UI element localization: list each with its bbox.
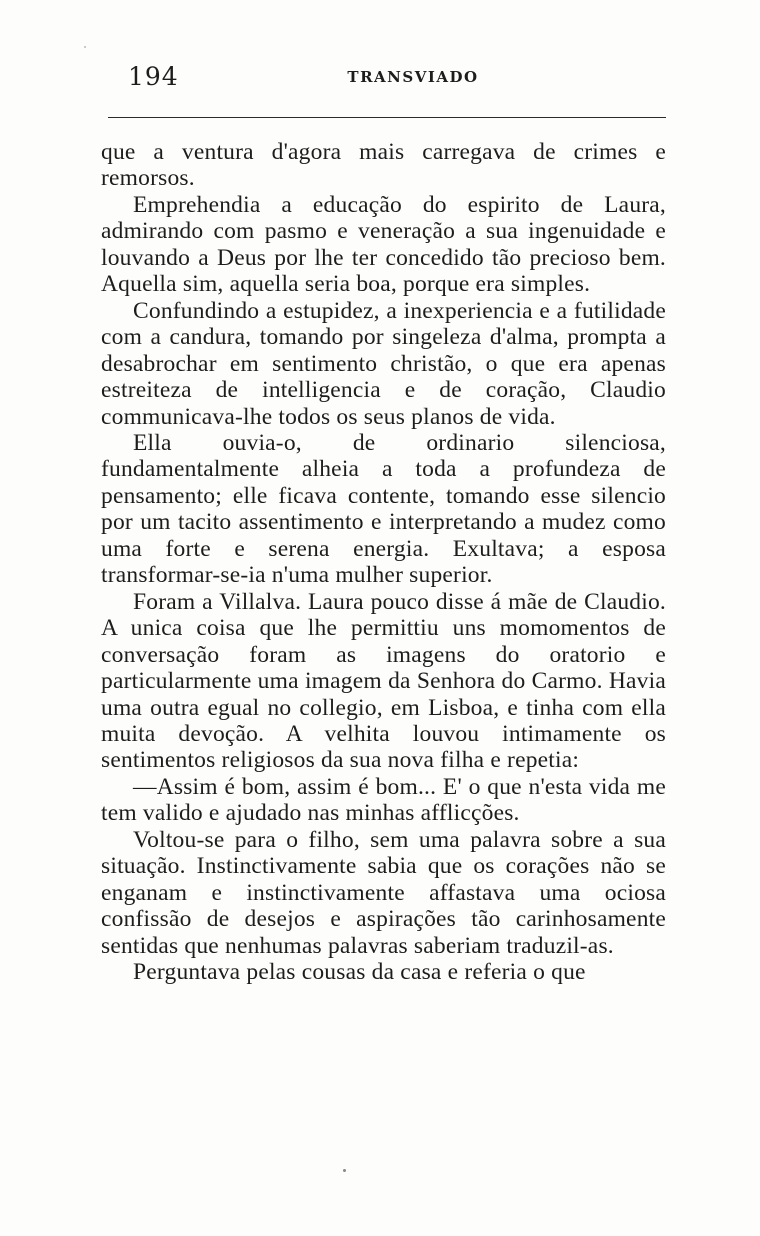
header-rule	[108, 117, 666, 118]
paper-speck	[343, 1169, 346, 1172]
paper-speck	[84, 46, 86, 48]
paragraph: Foram a Villalva. Laura pouco disse á mãe de Claudio. A unica coisa que lhe permittiu uns momomentos de conversação foram as imagens do oratorio e particularmente uma imagem da Senhora do Carmo. Havia uma outra egual no collegio, em Lisboa, e tinha com ella muita devoção. A velhita louvou intimamente os sentimentos religiosos da sua nova filha e repetia:	[101, 588, 666, 774]
paragraph: que a ventura d'agora mais carregava de crimes e remorsos.	[101, 139, 666, 192]
running-head	[108, 62, 668, 92]
paragraph: Emprehendia a educação do espirito de Laura, admirando com pasmo e veneração a sua ingenuidade e louvando a Deus por lhe ter concedido tão precioso bem. Aquella sim, aquella seria boa, porque era simples.	[101, 191, 666, 298]
body-text	[101, 139, 666, 986]
paragraph: Voltou-se para o filho, sem uma palavra sobre a sua situação. Instinctivamente sabia que os corações não se enganam e instinctivamente affastava uma ociosa confissão de desejos e aspirações tão carinhosamente sentidas que nenhumas palavras saberiam traduzil-as.	[101, 826, 666, 959]
running-title: TRANSVIADO	[347, 68, 479, 86]
paragraph: Perguntava pelas cousas da casa e referia o que	[133, 959, 586, 986]
paragraph: Confundindo a estupidez, a inexperiencia e a futilidade com a candura, tomando por singeleza d'alma, prompta a desabrochar em sentimento christão, o que era apenas estreiteza de intelligencia e de coração, Claudio communicava-lhe todos os seus planos de vida.	[101, 297, 666, 430]
paragraph: Ella ouvia-o, de ordinario silenciosa, fundamentalmente alheia a toda a profundeza de pensamento; elle ficava contente, tomando esse silencio por um tacito assentimento e interpretando a mudez como uma forte e serena energia. Exultava; a esposa transformar-se-ia n'uma mulher superior.	[101, 429, 666, 589]
paragraph: —Assim é bom, assim é bom... E' o que n'esta vida me tem valido e ajudado nas minhas afflicções.	[101, 773, 666, 827]
page-number: 194	[128, 62, 179, 91]
